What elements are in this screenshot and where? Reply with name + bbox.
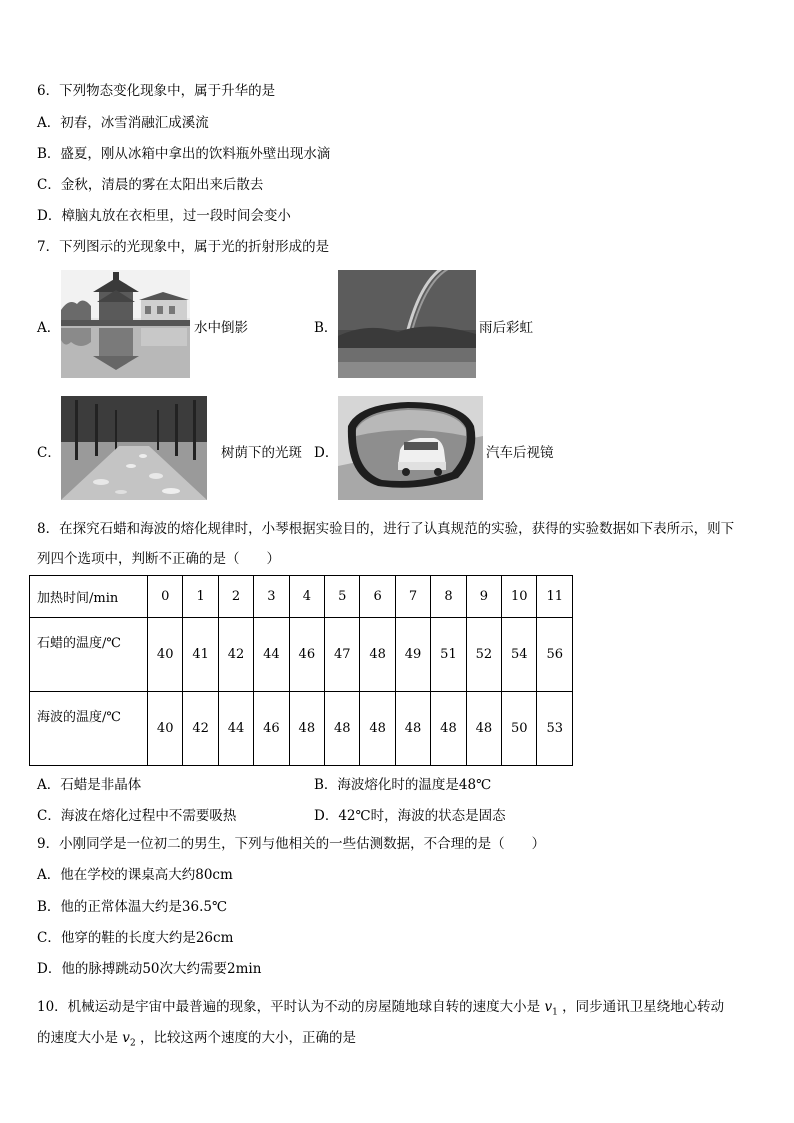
- time-cell: 2: [218, 576, 253, 618]
- time-cell: 0: [148, 576, 183, 618]
- q10-stem-d: ，比较这两个速度的大小，正确的是: [139, 1030, 356, 1046]
- q9-option-c: C．他穿的鞋的长度大约是26cm: [37, 930, 234, 946]
- v1-symbol: v: [544, 999, 553, 1015]
- table-row-paraffin: [30, 618, 573, 692]
- paraffin-temp-cell: 56: [537, 618, 573, 692]
- hypo-temp-cell: 50: [502, 692, 537, 766]
- q7-option-b-letter: B．: [314, 320, 338, 336]
- q7-option-a-letter: A．: [37, 320, 61, 336]
- q10-stem-b: ，同步通讯卫星绕地心转动: [562, 999, 725, 1015]
- paraffin-temp-cell: 41: [183, 618, 218, 692]
- hypo-header-cell: 海波的温度/℃: [30, 692, 148, 766]
- q7-stem: 7．下列图示的光现象中，属于光的折射形成的是: [37, 239, 330, 255]
- paraffin-temp-cell: 49: [395, 618, 430, 692]
- q6-option-a: A．初春，冰雪消融汇成溪流: [37, 115, 209, 131]
- table-row-hypo: [30, 692, 573, 766]
- hypo-temp-cell: 48: [466, 692, 501, 766]
- time-cell: 3: [254, 576, 289, 618]
- paraffin-temp-cell: 48: [360, 618, 395, 692]
- q7-option-a-caption: 水中倒影: [194, 320, 248, 336]
- q8-stem-line2: 列四个选项中，判断不正确的是（ ）: [37, 551, 280, 567]
- melting-data-table: [29, 575, 573, 766]
- paraffin-temp-cell: 44: [254, 618, 289, 692]
- q9-option-a: A．他在学校的课桌高大约80cm: [37, 867, 233, 883]
- q8-option-c: C．海波在熔化过程中不需要吸热: [37, 808, 237, 824]
- q9-stem: 9．小刚同学是一位初二的男生，下列与他相关的一些估测数据，不合理的是（ ）: [37, 836, 546, 852]
- paraffin-temp-cell: 54: [502, 618, 537, 692]
- q7-option-d-caption: 汽车后视镜: [486, 445, 554, 461]
- v2-subscript: 2: [129, 1038, 136, 1049]
- hypo-temp-cell: 44: [218, 692, 253, 766]
- q10-stem-line2: [37, 1029, 356, 1053]
- q7-option-c-letter: C．: [37, 445, 61, 461]
- pagoda-reflection-photo: [61, 270, 190, 378]
- hypo-temp-cell: 48: [431, 692, 466, 766]
- time-cell: 11: [537, 576, 573, 618]
- paraffin-temp-cell: 42: [218, 618, 253, 692]
- table-row-time: [30, 576, 573, 618]
- hypo-temp-cell: 48: [395, 692, 430, 766]
- time-cell: 8: [431, 576, 466, 618]
- paraffin-temp-cell: 52: [466, 618, 501, 692]
- q10-stem-c: 的速度大小是: [37, 1030, 118, 1046]
- paraffin-temp-cell: 47: [325, 618, 360, 692]
- paraffin-temp-cell: 40: [148, 618, 183, 692]
- hypo-temp-cell: 48: [325, 692, 360, 766]
- q10-stem-a: 10．机械运动是宇宙中最普遍的现象，平时认为不动的房屋随地球自转的速度大小是: [37, 999, 541, 1015]
- q8-option-a: A．石蜡是非晶体: [37, 777, 142, 793]
- time-cell: 7: [395, 576, 430, 618]
- hypo-temp-cell: 46: [254, 692, 289, 766]
- time-cell: 5: [325, 576, 360, 618]
- v2-symbol: v: [122, 1030, 130, 1046]
- paraffin-temp-cell: 51: [431, 618, 466, 692]
- rainbow-photo: [338, 270, 476, 378]
- time-cell: 9: [466, 576, 501, 618]
- v1-subscript: 1: [552, 1007, 558, 1018]
- q9-option-d: D．他的脉搏跳动50次大约需要2min: [37, 961, 262, 977]
- q6-stem: 6．下列物态变化现象中，属于升华的是: [37, 83, 276, 99]
- q6-option-d: D．樟脑丸放在衣柜里，过一段时间会变小: [37, 208, 291, 224]
- q6-option-b: B．盛夏，刚从冰箱中拿出的饮料瓶外壁出现水滴: [37, 146, 331, 162]
- time-cell: 4: [289, 576, 324, 618]
- paraffin-temp-cell: 46: [289, 618, 324, 692]
- hypo-temp-cell: 53: [537, 692, 573, 766]
- q8-stem-line1: 8．在探究石蜡和海波的熔化规律时，小琴根据实验目的，进行了认真规范的实验，获得的实验数据如下表所示，则下: [37, 521, 735, 537]
- time-header-cell: 加热时间/min: [30, 576, 148, 618]
- q8-option-b: B．海波熔化时的温度是48℃: [314, 777, 492, 793]
- hypo-temp-cell: 48: [289, 692, 324, 766]
- q10-stem-line1: [37, 998, 724, 1022]
- q7-option-c-caption: 树荫下的光斑: [221, 445, 302, 461]
- hypo-temp-cell: 48: [360, 692, 395, 766]
- hypo-temp-cell: 42: [183, 692, 218, 766]
- time-cell: 1: [183, 576, 218, 618]
- q7-option-b-caption: 雨后彩虹: [479, 320, 533, 336]
- car-rearview-mirror-photo: [338, 396, 483, 500]
- paraffin-header-cell: 石蜡的温度/℃: [30, 618, 148, 692]
- q7-option-d-letter: D．: [314, 445, 339, 461]
- hypo-temp-cell: 40: [148, 692, 183, 766]
- tree-shade-light-spots-photo: [61, 396, 207, 500]
- q8-option-d: D．42℃时，海波的状态是固态: [314, 808, 506, 824]
- time-cell: 10: [502, 576, 537, 618]
- time-cell: 6: [360, 576, 395, 618]
- q6-option-c: C．金秋，清晨的雾在太阳出来后散去: [37, 177, 264, 193]
- q9-option-b: B．他的正常体温大约是36.5℃: [37, 899, 228, 915]
